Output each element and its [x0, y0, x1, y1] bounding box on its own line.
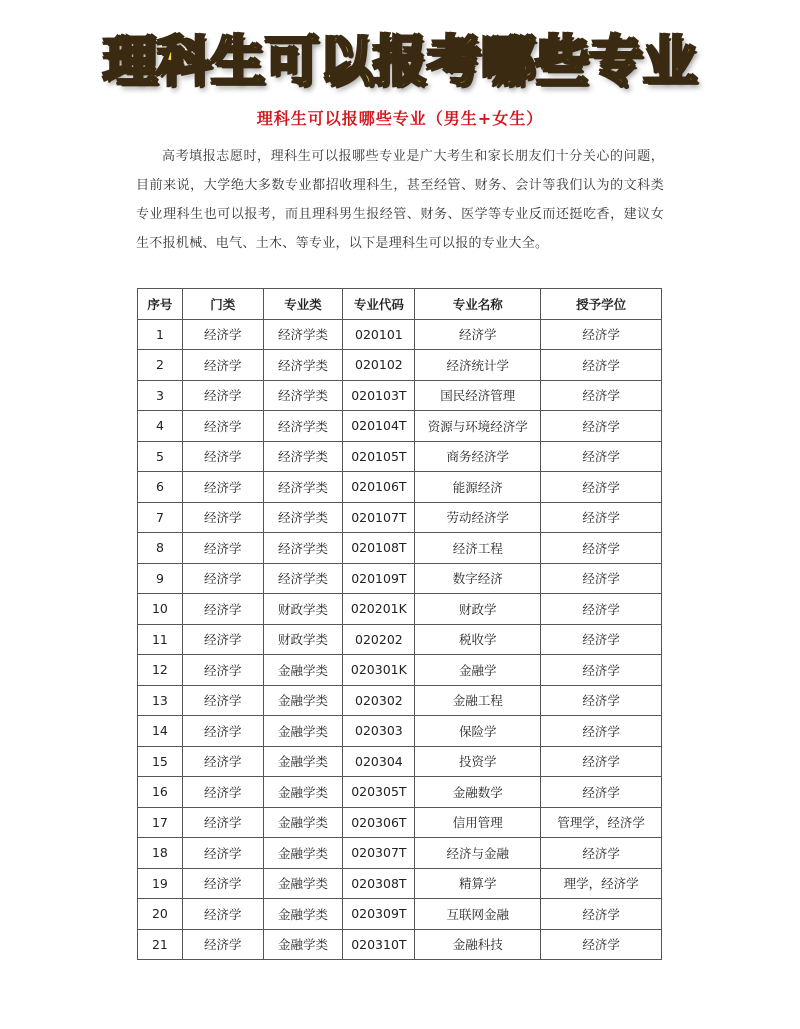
- table-row: [138, 411, 662, 442]
- major-class-cell: 财政学类: [263, 624, 343, 655]
- category-cell: 经济学: [182, 563, 263, 594]
- major-name-cell: 能源经济: [415, 472, 541, 503]
- table-row: [138, 746, 662, 777]
- degree-cell: 经济学: [541, 441, 662, 472]
- row-number-cell: 15: [138, 746, 183, 777]
- category-cell: 经济学: [182, 472, 263, 503]
- table-row: [138, 319, 662, 350]
- major-class-cell: 金融学类: [263, 746, 343, 777]
- major-class-cell: 金融学类: [263, 929, 343, 960]
- degree-cell: 经济学: [541, 716, 662, 747]
- major-class-cell: 金融学类: [263, 838, 343, 869]
- row-number-cell: 6: [138, 472, 183, 503]
- table-body: [138, 319, 662, 960]
- category-cell: 经济学: [182, 746, 263, 777]
- degree-cell: 经济学: [541, 624, 662, 655]
- major-name-cell: 精算学: [415, 868, 541, 899]
- table-row: [138, 868, 662, 899]
- major-code-cell: 020310T: [343, 929, 415, 960]
- category-cell: 经济学: [182, 380, 263, 411]
- degree-cell: 经济学: [541, 319, 662, 350]
- row-number-cell: 13: [138, 685, 183, 716]
- row-number-cell: 7: [138, 502, 183, 533]
- row-number-cell: 16: [138, 777, 183, 808]
- major-code-cell: 020307T: [343, 838, 415, 869]
- degree-cell: 经济学: [541, 929, 662, 960]
- row-number-cell: 11: [138, 624, 183, 655]
- category-cell: 经济学: [182, 502, 263, 533]
- degree-cell: 经济学: [541, 899, 662, 930]
- header-cell-major-code: 专业代码: [343, 289, 415, 320]
- row-number-cell: 20: [138, 899, 183, 930]
- degree-cell: 经济学: [541, 838, 662, 869]
- major-code-cell: 020101: [343, 319, 415, 350]
- table-row: [138, 533, 662, 564]
- category-cell: 经济学: [182, 807, 263, 838]
- table-header-row: [138, 289, 662, 320]
- category-cell: 经济学: [182, 929, 263, 960]
- major-code-cell: 020109T: [343, 563, 415, 594]
- header-cell-number: 序号: [138, 289, 183, 320]
- major-name-cell: 数字经济: [415, 563, 541, 594]
- major-code-cell: 020106T: [343, 472, 415, 503]
- major-code-cell: 020308T: [343, 868, 415, 899]
- major-code-cell: 020303: [343, 716, 415, 747]
- row-number-cell: 17: [138, 807, 183, 838]
- table-row: [138, 624, 662, 655]
- major-name-cell: 劳动经济学: [415, 502, 541, 533]
- table-row: [138, 594, 662, 625]
- major-code-cell: 020304: [343, 746, 415, 777]
- degree-cell: 经济学: [541, 350, 662, 381]
- category-cell: 经济学: [182, 319, 263, 350]
- major-name-cell: 资源与环境经济学: [415, 411, 541, 442]
- category-cell: 经济学: [182, 899, 263, 930]
- major-name-cell: 税收学: [415, 624, 541, 655]
- degree-cell: 经济学: [541, 655, 662, 686]
- major-class-cell: 经济学类: [263, 472, 343, 503]
- major-class-cell: 金融学类: [263, 777, 343, 808]
- major-name-cell: 信用管理: [415, 807, 541, 838]
- header-cell-category: 门类: [182, 289, 263, 320]
- table-row: [138, 502, 662, 533]
- table-row: [138, 655, 662, 686]
- major-code-cell: 020105T: [343, 441, 415, 472]
- row-number-cell: 1: [138, 319, 183, 350]
- row-number-cell: 14: [138, 716, 183, 747]
- table-row: [138, 380, 662, 411]
- major-code-cell: 020102: [343, 350, 415, 381]
- row-number-cell: 3: [138, 380, 183, 411]
- row-number-cell: 2: [138, 350, 183, 381]
- row-number-cell: 12: [138, 655, 183, 686]
- major-class-cell: 经济学类: [263, 319, 343, 350]
- degree-cell: 经济学: [541, 777, 662, 808]
- major-class-cell: 金融学类: [263, 685, 343, 716]
- major-class-cell: 经济学类: [263, 533, 343, 564]
- major-class-cell: 金融学类: [263, 807, 343, 838]
- category-cell: 经济学: [182, 624, 263, 655]
- intro-paragraph: 高考填报志愿时，理科生可以报哪些专业是广大考生和家长朋友们十分关心的问题，目前来说，大学绝大多数专业都招收理科生，甚至经管、财务、会计等我们认为的文科类专业理科生也可以报考，而且理科男生报经管、财务、医学等专业反而还挺吃香，建议女生不报机械、电气、土木、等专业，以下是理科生可以报的专业大全。: [136, 149, 664, 251]
- category-cell: 经济学: [182, 441, 263, 472]
- major-name-cell: 经济工程: [415, 533, 541, 564]
- category-cell: 经济学: [182, 411, 263, 442]
- category-cell: 经济学: [182, 838, 263, 869]
- major-code-cell: 020108T: [343, 533, 415, 564]
- major-code-cell: 020306T: [343, 807, 415, 838]
- major-class-cell: 经济学类: [263, 350, 343, 381]
- major-class-cell: 财政学类: [263, 594, 343, 625]
- major-name-cell: 投资学: [415, 746, 541, 777]
- degree-cell: 经济学: [541, 563, 662, 594]
- major-code-cell: 020302: [343, 685, 415, 716]
- table-row: [138, 716, 662, 747]
- majors-table: [137, 288, 662, 960]
- major-class-cell: 经济学类: [263, 502, 343, 533]
- row-number-cell: 9: [138, 563, 183, 594]
- major-class-cell: 经济学类: [263, 441, 343, 472]
- table-row: [138, 777, 662, 808]
- table-row: [138, 685, 662, 716]
- degree-cell: 经济学: [541, 380, 662, 411]
- major-name-cell: 财政学: [415, 594, 541, 625]
- major-class-cell: 经济学类: [263, 411, 343, 442]
- major-code-cell: 020202: [343, 624, 415, 655]
- major-name-cell: 保险学: [415, 716, 541, 747]
- category-cell: 经济学: [182, 868, 263, 899]
- document-subtitle: 理科生可以报哪些专业（男生+女生）: [256, 109, 544, 128]
- degree-cell: 经济学: [541, 502, 662, 533]
- category-cell: 经济学: [182, 685, 263, 716]
- row-number-cell: 21: [138, 929, 183, 960]
- degree-cell: 经济学: [541, 411, 662, 442]
- table-row: [138, 472, 662, 503]
- major-name-cell: 金融科技: [415, 929, 541, 960]
- degree-cell: 经济学: [541, 472, 662, 503]
- category-cell: 经济学: [182, 777, 263, 808]
- degree-cell: 理学，经济学: [541, 868, 662, 899]
- category-cell: 经济学: [182, 350, 263, 381]
- table-row: [138, 563, 662, 594]
- major-code-cell: 020201K: [343, 594, 415, 625]
- degree-cell: 经济学: [541, 685, 662, 716]
- major-class-cell: 金融学类: [263, 899, 343, 930]
- header-cell-major-class: 专业类: [263, 289, 343, 320]
- table-row: [138, 838, 662, 869]
- table-row: [138, 929, 662, 960]
- category-cell: 经济学: [182, 533, 263, 564]
- major-code-cell: 020107T: [343, 502, 415, 533]
- table-row: [138, 807, 662, 838]
- row-number-cell: 8: [138, 533, 183, 564]
- major-code-cell: 020309T: [343, 899, 415, 930]
- major-class-cell: 金融学类: [263, 868, 343, 899]
- row-number-cell: 18: [138, 838, 183, 869]
- major-name-cell: 经济统计学: [415, 350, 541, 381]
- category-cell: 经济学: [182, 716, 263, 747]
- major-name-cell: 互联网金融: [415, 899, 541, 930]
- row-number-cell: 19: [138, 868, 183, 899]
- row-number-cell: 4: [138, 411, 183, 442]
- major-name-cell: 国民经济管理: [415, 380, 541, 411]
- degree-cell: 经济学: [541, 746, 662, 777]
- major-class-cell: 经济学类: [263, 380, 343, 411]
- table-row: [138, 441, 662, 472]
- major-class-cell: 金融学类: [263, 716, 343, 747]
- major-name-cell: 金融学: [415, 655, 541, 686]
- table-row: [138, 899, 662, 930]
- major-name-cell: 经济与金融: [415, 838, 541, 869]
- major-code-cell: 020301K: [343, 655, 415, 686]
- major-name-cell: 金融工程: [415, 685, 541, 716]
- row-number-cell: 5: [138, 441, 183, 472]
- major-code-cell: 020103T: [343, 380, 415, 411]
- major-code-cell: 020305T: [343, 777, 415, 808]
- major-name-cell: 商务经济学: [415, 441, 541, 472]
- major-name-cell: 经济学: [415, 319, 541, 350]
- category-cell: 经济学: [182, 655, 263, 686]
- degree-cell: 经济学: [541, 533, 662, 564]
- header-cell-major-name: 专业名称: [415, 289, 541, 320]
- major-class-cell: 金融学类: [263, 655, 343, 686]
- table-row: [138, 350, 662, 381]
- header-cell-degree: 授予学位: [541, 289, 662, 320]
- major-name-cell: 金融数学: [415, 777, 541, 808]
- degree-cell: 经济学: [541, 594, 662, 625]
- degree-cell: 管理学，经济学: [541, 807, 662, 838]
- category-cell: 经济学: [182, 594, 263, 625]
- row-number-cell: 10: [138, 594, 183, 625]
- major-code-cell: 020104T: [343, 411, 415, 442]
- major-class-cell: 经济学类: [263, 563, 343, 594]
- banner-title: 理科生可以报考哪些专业: [103, 30, 697, 93]
